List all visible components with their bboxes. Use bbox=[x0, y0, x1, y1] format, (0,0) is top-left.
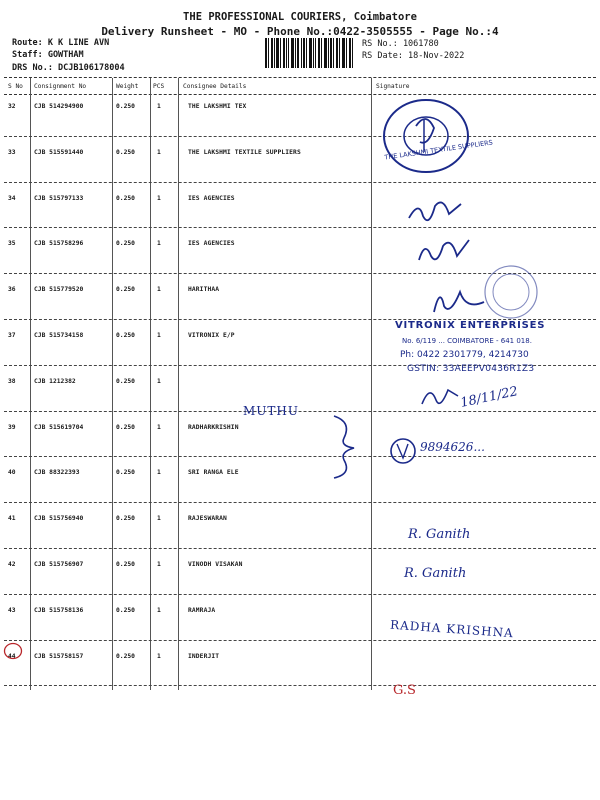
col-divider bbox=[371, 78, 372, 690]
cell-weight: 0.250 bbox=[116, 332, 135, 339]
cell-sno: 34 bbox=[8, 194, 16, 202]
staff-label: Staff: GOWTHAM bbox=[12, 50, 84, 60]
cell-consignment: CJB 515756940 bbox=[34, 515, 84, 523]
col-divider bbox=[150, 78, 151, 690]
col-header-sno: S No bbox=[8, 83, 23, 90]
col-header-consignment: Consignment No bbox=[34, 83, 87, 90]
drs-label: DRS No.: DCJB106178004 bbox=[12, 63, 125, 73]
cell-pcs: 1 bbox=[157, 515, 161, 523]
cell-sno: 35 bbox=[8, 240, 16, 248]
cell-sno: 32 bbox=[8, 103, 16, 110]
row-divider bbox=[4, 136, 596, 137]
cell-sno: 36 bbox=[8, 286, 16, 294]
cell-weight: 0.250 bbox=[116, 423, 135, 431]
cell-weight: 0.250 bbox=[116, 148, 135, 156]
round-stamp-text: THE LAKSHMI TEXTILE SUPPLIERS bbox=[383, 138, 494, 162]
cell-weight: 0.250 bbox=[116, 469, 135, 477]
col-header-signature: Signature bbox=[376, 83, 410, 90]
cell-consignee: IES AGENCIES bbox=[188, 240, 235, 248]
company-title: THE PROFESSIONAL COURIERS, Coimbatore bbox=[183, 11, 417, 23]
cell-weight: 0.250 bbox=[116, 103, 135, 110]
cell-pcs: 1 bbox=[157, 286, 161, 294]
cell-consignee: VINODH VISAKAN bbox=[188, 561, 243, 568]
table-header-rule bbox=[4, 94, 596, 95]
cell-consignee: HARITHAA bbox=[188, 286, 220, 294]
company-stamp-phone: Ph: 0422 2301779, 4214730 bbox=[400, 350, 529, 360]
cell-consignee: SRI RANGA ELE bbox=[188, 469, 239, 477]
row-circle-mark bbox=[3, 642, 23, 660]
table-top-rule bbox=[4, 77, 596, 78]
cell-consignee: IES AGENCIES bbox=[188, 194, 235, 202]
circled-signature bbox=[388, 436, 418, 466]
col-header-weight: Weight bbox=[116, 83, 139, 90]
cell-weight: 0.250 bbox=[116, 286, 135, 294]
row-divider bbox=[4, 182, 596, 183]
cell-sno: 41 bbox=[8, 515, 16, 523]
cell-sno: 33 bbox=[8, 148, 16, 156]
rs-date: RS Date: 18-Nov-2022 bbox=[362, 51, 465, 61]
cell-pcs: 1 bbox=[157, 103, 161, 110]
cell-pcs: 1 bbox=[157, 423, 161, 431]
cell-consignee: THE LAKSHMI TEXTILE SUPPLIERS bbox=[188, 148, 301, 156]
row-divider bbox=[4, 411, 596, 412]
cell-consignment: CJB 515758157 bbox=[34, 652, 84, 660]
round-stamp-graphic bbox=[380, 96, 472, 176]
cell-pcs: 1 bbox=[157, 148, 161, 156]
cell-sno: 38 bbox=[8, 377, 16, 385]
cell-pcs: 1 bbox=[157, 561, 161, 568]
cell-sno: 42 bbox=[8, 561, 16, 568]
row-divider bbox=[4, 227, 596, 228]
cell-consignment: CJB 88322393 bbox=[34, 469, 80, 477]
row-divider bbox=[4, 548, 596, 549]
col-divider bbox=[112, 78, 113, 690]
cell-pcs: 1 bbox=[157, 194, 161, 202]
route-label: Route: K K LINE AVN bbox=[12, 38, 110, 48]
handwritten-initials-44: G.S bbox=[393, 683, 416, 698]
handwritten-date: 18/11/22 bbox=[459, 384, 520, 411]
barcode bbox=[265, 38, 353, 68]
cell-consignee: VITRONIX E/P bbox=[188, 332, 235, 339]
curly-brace-mark bbox=[330, 414, 360, 480]
cell-pcs: 1 bbox=[157, 377, 161, 385]
handwritten-name-43: RADHA KRISHNA bbox=[389, 617, 515, 641]
cell-consignment: CJB 515734158 bbox=[34, 332, 84, 339]
col-divider bbox=[30, 78, 31, 690]
cell-pcs: 1 bbox=[157, 652, 161, 660]
cell-consignee: RAJESWARAN bbox=[188, 515, 227, 523]
cell-weight: 0.250 bbox=[116, 515, 135, 523]
cell-weight: 0.250 bbox=[116, 561, 135, 568]
cell-consignment: CJB 514294900 bbox=[34, 103, 84, 110]
row-divider bbox=[4, 594, 596, 595]
handwritten-phone: 9894626... bbox=[420, 440, 485, 454]
signature-scribble bbox=[405, 192, 465, 232]
company-stamp-name: VITRONIX ENTERPRISES bbox=[395, 320, 546, 331]
col-header-consignee: Consignee Details bbox=[183, 83, 247, 90]
cell-consignment: CJB 515758136 bbox=[34, 606, 84, 614]
handwritten-signature-41: R. Ganith bbox=[408, 527, 471, 542]
row-divider bbox=[4, 502, 596, 503]
company-stamp-address: No. 6/119 ... COIMBATORE - 641 018. bbox=[402, 337, 532, 345]
cell-sno: 40 bbox=[8, 469, 16, 477]
cell-weight: 0.250 bbox=[116, 652, 135, 660]
col-header-pcs: PCS bbox=[153, 83, 165, 90]
cell-weight: 0.250 bbox=[116, 606, 135, 614]
cell-consignment: CJB 515756907 bbox=[34, 561, 84, 568]
cell-pcs: 1 bbox=[157, 469, 161, 477]
signature-scribble bbox=[420, 382, 460, 412]
cell-weight: 0.250 bbox=[116, 377, 135, 385]
cell-consignee: INDERJIT bbox=[188, 652, 220, 660]
cell-consignee: THE LAKSHMI TEX bbox=[188, 103, 247, 110]
cell-pcs: 1 bbox=[157, 240, 161, 248]
cell-sno: 39 bbox=[8, 423, 16, 431]
row-divider bbox=[4, 685, 596, 686]
cell-weight: 0.250 bbox=[116, 240, 135, 248]
cell-consignee: RADHARKRISHIN bbox=[188, 423, 239, 431]
cell-sno: 43 bbox=[8, 606, 16, 614]
cell-consignment: CJB 1212382 bbox=[34, 377, 76, 385]
company-stamp-gstin: GSTIN: 33AEEPV0436R1Z3 bbox=[407, 364, 535, 374]
cell-consignment: CJB 515758296 bbox=[34, 240, 84, 248]
cell-weight: 0.250 bbox=[116, 194, 135, 202]
cell-consignment: CJB 515779520 bbox=[34, 286, 84, 294]
cell-sno: 37 bbox=[8, 332, 16, 339]
cell-consignment: CJB 515797133 bbox=[34, 194, 84, 202]
runsheet-subtitle: Delivery Runsheet - MO - Phone No.:0422-3505555 - Page No.:4 bbox=[101, 25, 499, 38]
handwritten-signature-42: R. Ganith bbox=[404, 566, 467, 581]
row-divider bbox=[4, 456, 596, 457]
cell-consignee: RAMRAJA bbox=[188, 606, 216, 614]
cell-pcs: 1 bbox=[157, 606, 161, 614]
cell-consignment: CJB 515619704 bbox=[34, 423, 84, 431]
cell-pcs: 1 bbox=[157, 332, 161, 339]
company-stamp-ring bbox=[466, 262, 556, 322]
handwritten-name: MUTHU bbox=[243, 404, 299, 418]
cell-consignment: CJB 515591440 bbox=[34, 148, 84, 156]
cell-sno: 44 bbox=[8, 652, 16, 660]
col-divider bbox=[178, 78, 179, 690]
rs-number: RS No.: 1061780 bbox=[362, 39, 439, 49]
